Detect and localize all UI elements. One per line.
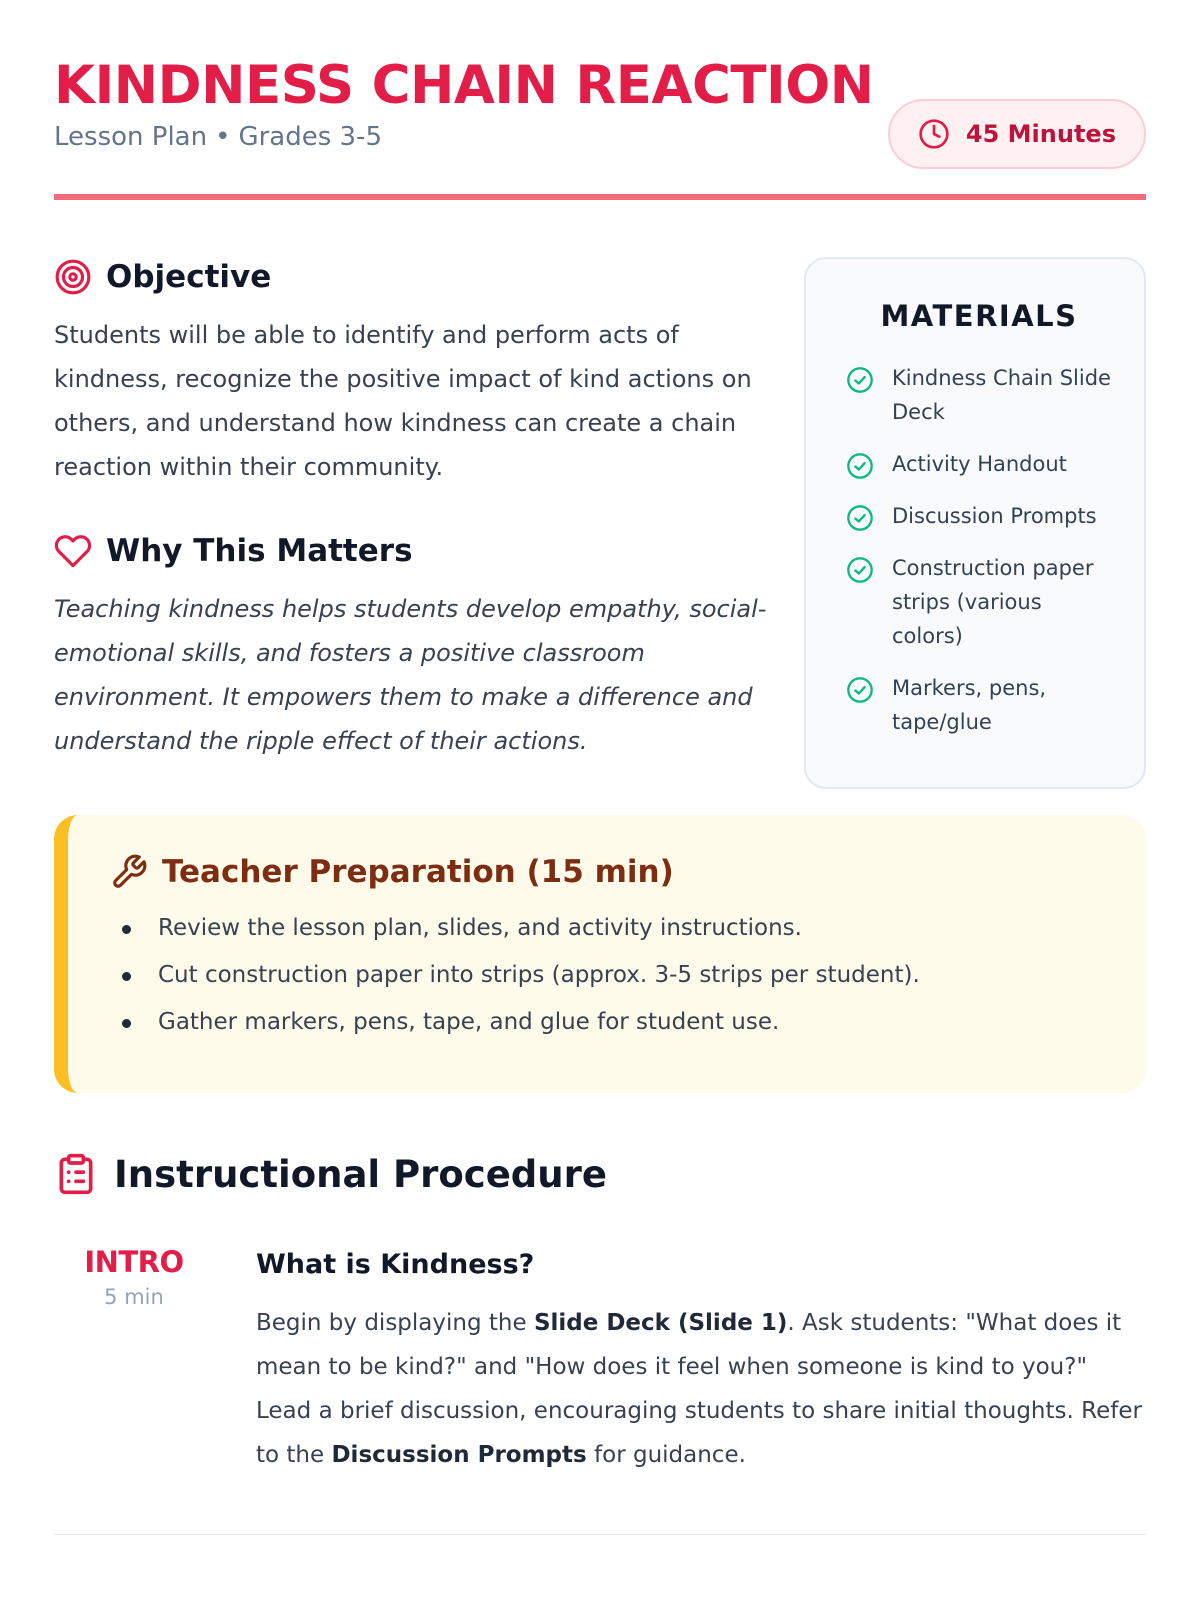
clipboard-list-icon: [54, 1152, 98, 1196]
step-time: 5 min: [104, 1285, 164, 1309]
header: [54, 54, 1146, 200]
overview-section: [54, 255, 1146, 795]
materials-item-label: Kindness Chain Slide Deck: [892, 366, 1111, 424]
step-body: [256, 1245, 1146, 1477]
list-item: Review the lesson plan, slides, and activity instructions.: [110, 905, 1106, 952]
check-circle-icon: [846, 452, 874, 480]
step-label: INTRO: [84, 1245, 184, 1279]
materials-item: [846, 499, 1112, 533]
step-title: What is Kindness?: [256, 1249, 535, 1280]
clock-icon: [918, 118, 950, 150]
materials-item: [846, 551, 1112, 653]
materials-item-label: Activity Handout: [892, 452, 1067, 476]
check-circle-icon: [846, 556, 874, 584]
prep-list: [110, 905, 1106, 1046]
step-text-bold: Discussion Prompts: [331, 1442, 587, 1468]
procedure-step: [54, 1245, 1146, 1535]
objective-text: Students will be able to identify and perform acts of kindness, recognize the positive impact of kind actions on others, and understand how kindness can create a chain reaction within their community.: [54, 321, 752, 481]
step-text-part: for guidance.: [586, 1442, 746, 1468]
materials-item-label: Markers, pens, tape/glue: [892, 676, 1047, 734]
step-text: [256, 1301, 1146, 1477]
materials-title: MATERIALS: [880, 299, 1078, 333]
materials-item-label: Construction paper strips (various colors): [892, 556, 1094, 648]
list-item: Cut construction paper into strips (approx. 3-5 strips per student).: [110, 952, 1106, 999]
duration-text: 45 Minutes: [965, 120, 1116, 148]
subtitle-grades: Grades 3-5: [238, 122, 382, 152]
step-meta: [54, 1245, 214, 1309]
subtitle-separator: •: [215, 122, 231, 152]
prep-heading: [110, 853, 1106, 891]
procedure-heading-text: Instructional Procedure: [114, 1152, 607, 1196]
why-heading-text: Why This Matters: [106, 533, 413, 569]
why-text: Teaching kindness helps students develop empathy, social-emotional skills, and fosters a positive classroom environment. It empowers them to make a difference and understand the ripple effect of their actions.: [54, 595, 767, 755]
materials-item: [846, 671, 1112, 739]
duration-badge: [888, 99, 1146, 169]
overview-left-column: [54, 255, 774, 763]
objective-heading: [54, 255, 774, 299]
materials-item: [846, 447, 1112, 481]
heart-icon: [54, 532, 92, 570]
check-circle-icon: [846, 504, 874, 532]
subtitle-type: Lesson Plan: [54, 122, 208, 152]
step-text-part: . Ask students: "What does it mean to be kind?" and "How does it feel when someone is kind to you?" Lead a brief discussion, encouraging students to share initial thoughts. Refer to the: [256, 1310, 1142, 1468]
teacher-prep-card: [54, 815, 1146, 1093]
materials-item: [846, 361, 1112, 429]
materials-item-label: Discussion Prompts: [892, 504, 1097, 528]
target-icon: [54, 258, 92, 296]
step-text-part: Begin by displaying the: [256, 1310, 534, 1336]
prep-heading-text: Teacher Preparation (15 min): [162, 854, 674, 890]
step-text-bold: Slide Deck (Slide 1): [533, 1310, 788, 1336]
wrench-icon: [110, 853, 148, 891]
page-title: KINDNESS CHAIN REACTION: [54, 55, 874, 116]
why-heading: [54, 529, 774, 573]
list-item: Gather markers, pens, tape, and glue for student use.: [110, 999, 1106, 1046]
materials-card: [804, 257, 1146, 789]
check-circle-icon: [846, 676, 874, 704]
objective-heading-text: Objective: [106, 259, 272, 295]
procedure-heading: [54, 1149, 1146, 1199]
check-circle-icon: [846, 366, 874, 394]
